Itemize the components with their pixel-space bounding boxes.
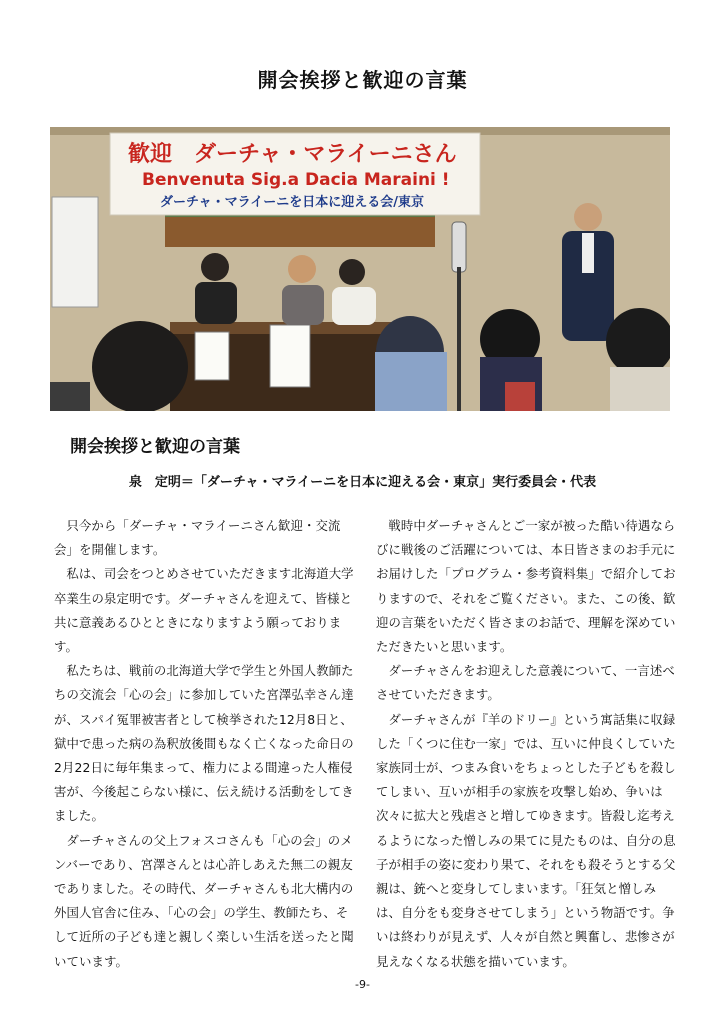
event-photo — [50, 127, 670, 411]
right-column — [376, 514, 676, 974]
section-heading: 開会挨拶と歓迎の言葉 — [70, 437, 240, 457]
event-photo-illustration — [50, 127, 670, 411]
photo-camera-stand — [452, 222, 466, 272]
photo-audience — [92, 321, 188, 411]
paragraph: ダーチャさんをお迎えした意義について、一言述べさせていただきます。 — [376, 663, 675, 703]
page-number: -9- — [355, 978, 370, 991]
banner-line-3: ダーチャ・マライーニを日本に迎える会/東京 — [160, 195, 424, 210]
paragraph: 私たちは、戦前の北海道大学で学生と外国人教師たちの交流会「心の会」に参加していた宮澤弘幸さん達が、スパイ冤罪被害者として検挙された12月8日と、獄中で患った病の為釈放後間もなく亡くなった命日の2月22日に毎年集まって、権力による間違った人権侵害が、今後起こらない様に、伝え続ける活動をしてきました。 — [54, 663, 354, 824]
page-title: 開会挨拶と歓迎の言葉 — [257, 68, 468, 92]
left-column — [54, 514, 354, 974]
photo-person — [332, 287, 376, 325]
paragraph: 戦時中ダーチャさんとご一家が被った酷い待遇ならびに戦後のご活躍については、本日皆さまのお手元にお届けした「プログラム・参考資料集」で紹介しておりますので、それをご覧ください。また、この後、歓迎の言葉をいただく皆さまのお話で、理解を深めていただきたいと思います。 — [376, 518, 676, 655]
banner-line-1: 歓迎 ダーチャ・マライーニさん — [128, 142, 457, 167]
photo-person — [282, 285, 324, 325]
photo-whiteboard — [52, 197, 98, 307]
paragraph: ダーチャさんの父上フォスコさんも「心の会」のメンバーであり、宮澤さんとは心許しあえた無二の親友でありました。その時代、ダーチャさんも北大構内の外国人官舎に住み、「心の会」の学生、教師たち、そして近所の子ども達と親しく楽しい生活を送ったと聞いています。 — [54, 832, 354, 969]
paragraph: 只今から「ダーチャ・マライーニさん歓迎・交流会」を開催します。 — [54, 518, 341, 558]
paragraph: 私は、司会をつとめさせていただきます北海道大学卒業生の泉定明です。ダーチャさんを迎えて、皆様と共に意義あるひとときになりますよう願っております。 — [54, 566, 354, 655]
banner-line-2: Benvenuta Sig.a Dacia Maraini ! — [142, 170, 450, 190]
photo-person — [195, 282, 237, 324]
byline: 泉 定明＝「ダーチャ・マライーニを日本に迎える会・東京」実行委員会・代表 — [128, 475, 597, 490]
paragraph: ダーチャさんが『羊のドリー』という寓話集に収録した「くつに住む一家」では、互いに仲良くしていた家族同士が、つまみ食いをちょっとした子どもを殺してしまい、互いが相手の家族を攻撃し始め、争いは次々に拡大と残虐さと増してゆきます。皆殺し迄考えるようになった憎しみの果てに見たものは、自分の息子が相手の姿に変わり果て、それをも殺そうとする父親は、銃へと変身してしまいます。「狂気と憎しみは、自分をも変身させてしまう」という物語です。争いは終わりが見えず、人々が自然と興奮し、悲惨さが見えなくなる状態を描いています。 — [376, 711, 676, 969]
